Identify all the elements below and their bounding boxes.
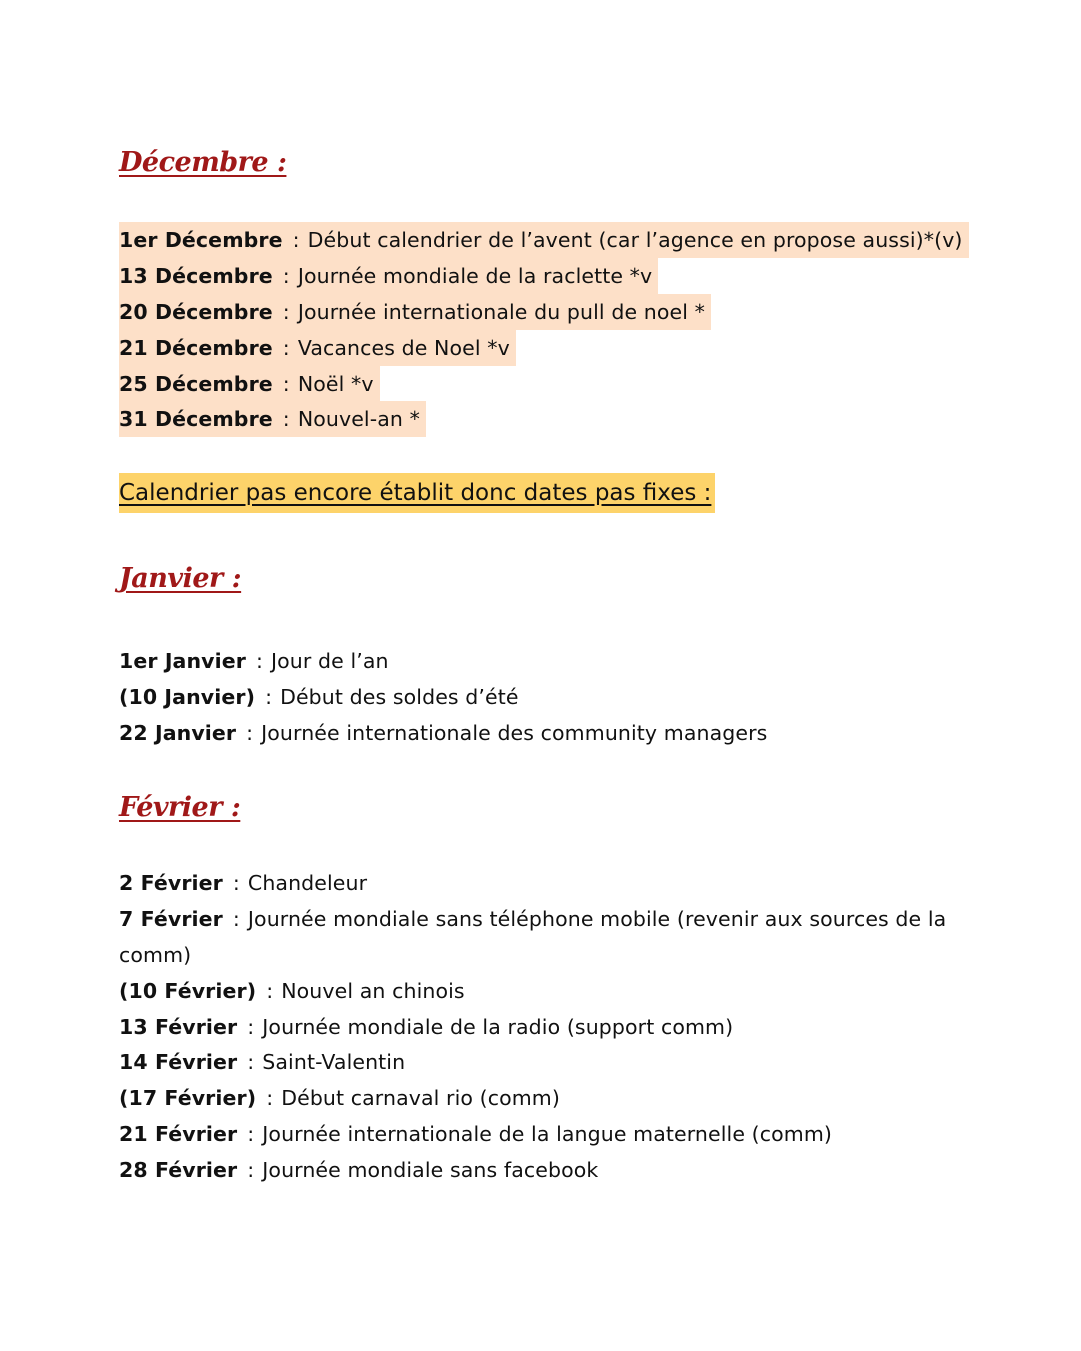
entry-separator: : bbox=[247, 1015, 255, 1039]
list-item bbox=[119, 679, 519, 715]
entry-text: Journée mondiale de la raclette *v bbox=[297, 264, 653, 288]
entry-date: 13 Février bbox=[119, 1015, 238, 1039]
list-item bbox=[119, 222, 969, 258]
entry-date: 20 Décembre bbox=[119, 300, 273, 324]
entry-text: Saint-Valentin bbox=[262, 1050, 406, 1074]
entry-date: 1er Janvier bbox=[119, 649, 246, 673]
month-title-decembre: Décembre : bbox=[119, 147, 287, 178]
entry-date: (17 Février) bbox=[119, 1086, 257, 1110]
entry-text: Début carnaval rio (comm) bbox=[281, 1086, 560, 1110]
entry-text: Journée internationale de la langue maternelle (comm) bbox=[262, 1122, 833, 1146]
entry-date: 14 Février bbox=[119, 1050, 238, 1074]
entry-text: Noël *v bbox=[297, 372, 374, 396]
list-item bbox=[119, 1080, 560, 1116]
entry-text: Nouvel an chinois bbox=[281, 979, 465, 1003]
entry-separator: : bbox=[282, 300, 290, 324]
entry-text: Début calendrier de l’avent (car l’agence en propose aussi)*(v) bbox=[307, 228, 963, 252]
entry-date: 22 Janvier bbox=[119, 721, 237, 745]
entry-text: Journée internationale des community managers bbox=[261, 721, 768, 745]
entry-date: 21 Décembre bbox=[119, 336, 273, 360]
entry-separator: : bbox=[282, 407, 290, 431]
entry-date: (10 Février) bbox=[119, 979, 257, 1003]
entry-separator: : bbox=[282, 336, 290, 360]
entry-date: 21 Février bbox=[119, 1122, 238, 1146]
entry-text: Journée internationale du pull de noel * bbox=[297, 300, 705, 324]
entry-text: Nouvel-an * bbox=[297, 407, 420, 431]
entry-separator: : bbox=[232, 871, 240, 895]
list-item bbox=[119, 865, 367, 901]
entry-text: Journée mondiale de la radio (support comm) bbox=[262, 1015, 734, 1039]
entry-separator: : bbox=[247, 1050, 255, 1074]
entry-separator: : bbox=[265, 685, 273, 709]
entry-date: 13 Décembre bbox=[119, 264, 273, 288]
entry-separator: : bbox=[232, 907, 240, 931]
entry-separator: : bbox=[282, 372, 290, 396]
month-title-fevrier: Février : bbox=[119, 792, 241, 823]
entry-separator: : bbox=[247, 1122, 255, 1146]
entry-separator: : bbox=[266, 1086, 274, 1110]
list-item bbox=[119, 401, 426, 437]
notice-banner: Calendrier pas encore établit donc dates pas fixes : bbox=[119, 473, 715, 513]
entry-date: 31 Décembre bbox=[119, 407, 273, 431]
list-item bbox=[119, 258, 658, 294]
entry-separator: : bbox=[282, 264, 290, 288]
entry-separator: : bbox=[255, 649, 263, 673]
entry-separator: : bbox=[292, 228, 300, 252]
list-item bbox=[119, 973, 465, 1009]
list-item bbox=[119, 1044, 405, 1080]
list-item bbox=[119, 330, 516, 366]
list-item bbox=[119, 1152, 598, 1188]
entry-text: Jour de l’an bbox=[271, 649, 389, 673]
list-item bbox=[119, 366, 380, 402]
entry-text: Vacances de Noel *v bbox=[297, 336, 510, 360]
list-item bbox=[119, 643, 389, 679]
entry-date: 2 Février bbox=[119, 871, 223, 895]
list-item bbox=[119, 1009, 733, 1045]
entry-text: Journée mondiale sans facebook bbox=[262, 1158, 599, 1182]
entry-text: Début des soldes d’été bbox=[280, 685, 519, 709]
month-title-janvier: Janvier : bbox=[119, 563, 242, 594]
entry-date: 7 Février bbox=[119, 907, 223, 931]
list-item bbox=[119, 1116, 832, 1152]
entry-separator: : bbox=[266, 979, 274, 1003]
list-item bbox=[119, 294, 711, 330]
entry-date: (10 Janvier) bbox=[119, 685, 256, 709]
entry-separator: : bbox=[246, 721, 254, 745]
entry-date: 28 Février bbox=[119, 1158, 238, 1182]
list-item bbox=[119, 901, 949, 973]
list-item bbox=[119, 715, 767, 751]
document-page bbox=[119, 0, 963, 1351]
entry-date: 25 Décembre bbox=[119, 372, 273, 396]
entry-date: 1er Décembre bbox=[119, 228, 283, 252]
entry-separator: : bbox=[247, 1158, 255, 1182]
entry-text: Journée mondiale sans téléphone mobile (revenir aux sources de la comm) bbox=[119, 907, 947, 967]
entry-text: Chandeleur bbox=[247, 871, 368, 895]
